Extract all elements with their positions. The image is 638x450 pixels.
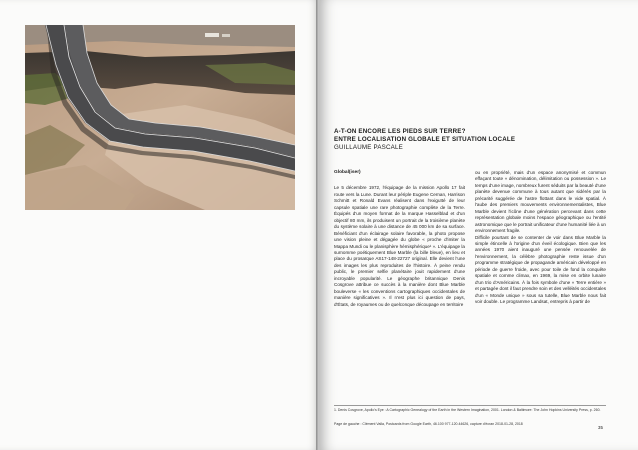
photo-illustration (25, 25, 295, 210)
aerial-road-photo (25, 25, 295, 210)
section-heading: Global(iser) (334, 170, 361, 175)
page-number: 35 (598, 425, 603, 430)
paragraph: Le 5 décembre 1972, l'équipage de la mission Apollo 17 fait route vers la Lune. Durant leur périple Eugene Cernan, Harrison Schmitt et Ronald Evans réalisent dans l'exiguïté de leur capsule spatiale une rare photographie complète de la Terre. Équipés d'un moyen format de la marque Hasselblad et d'un objectif 80 mm, ils produisent un portrait de la troisième planète du système solaire à une distance de 45 000 km de sa surface. Bénéficiant d'un éclairage solaire favorable, la photo propose une vision pleine et dégagée du globe « proche d'imiter la Mappa Mundi ou le planisphère hémisphérique¹ ». L'équipage la surnomme poétiquement Blue Marble (la bille bleue), en lieu et place du prosaïque AS17-148-22727 original. Elle devient l'une des images les plus reproduites de l'histoire. À peine rendu public, le premier selfie planétaire jouit rapidement d'une incroyable popularité. Le géographe britannique Denis Cosgrove attribue ce succès à la manière dont Blue Marble bouleverse « les conventions cartographiques occidentales de manière significatives ». Il n'est plus ici question de pays, d'États, de royaumes ou de quelconque découpage en territoire (334, 185, 465, 307)
footnote-divider (334, 405, 606, 406)
article-author: GUILLAUME PASCALE (334, 144, 403, 151)
left-page (0, 0, 318, 450)
paragraph: ou en propriété, mais d'un espace anonymisé et commun effaçant toute « dénomination, délimitation ou possession ». Le temps d'une image, nombreux furent séduits par la beauté d'une planète devenue commune à tous autant que sidérés par la précarité suggérée de l'astre flottant dans le vide spatial. À l'aube des premiers mouvements environnementalistes, Blue Marble devient l'icône d'une génération percevant dans cette représentation globale moins l'espace géographique ou l'entité astronomique que le portrait unificateur d'une humanité liée à un environnement fragile. (475, 170, 606, 234)
article-title-line1: A-T-ON ENCORE LES PIEDS SUR TERRE? (334, 128, 466, 135)
paragraph: Difficile pourtant de se contenter de voir dans Blue Marble la simple étincelle à l'origine d'un éveil écologique. Bien que les années 1970 aient inauguré une pensée renouvelée de l'environnement, la célèbre photographie reste issue d'un programme stratégique de propagande américain développé en période de guerre froide, avec pour toile de fond la conquête spatiale et comme climax, en 1969, la mise en orbite lunaire d'un trio d'Américains. À la fois symbole d'une « Terre entière » et partagée dont il faut prendre soin et des velléités occidentales d'un « Monde unique » sous sa tutelle, Blue Marble nous fait voir double. Le programme Landsat, entrepris à partir de (475, 234, 607, 305)
article-body (334, 170, 606, 398)
article-title-block (334, 128, 604, 152)
footnote: 1. Denis Cosgrove, Apollo's Eye : A Cartographic Genealogy of the Earth in the Western Imagination, 2001. London & Baltimore: The John Hopkins University Press, p. 260. (334, 408, 601, 412)
text-column-right (475, 170, 606, 306)
image-caption: Page de gauche : Clément Valla, Postcards from Google Earth, 46.100 977-120.44626, capture d'écran 2018-01-28, 2018 (334, 422, 523, 426)
article-title-line2: ENTRE LOCALISATION GLOBALE ET SITUATION LOCALE (334, 136, 516, 143)
text-column-left (334, 170, 465, 308)
